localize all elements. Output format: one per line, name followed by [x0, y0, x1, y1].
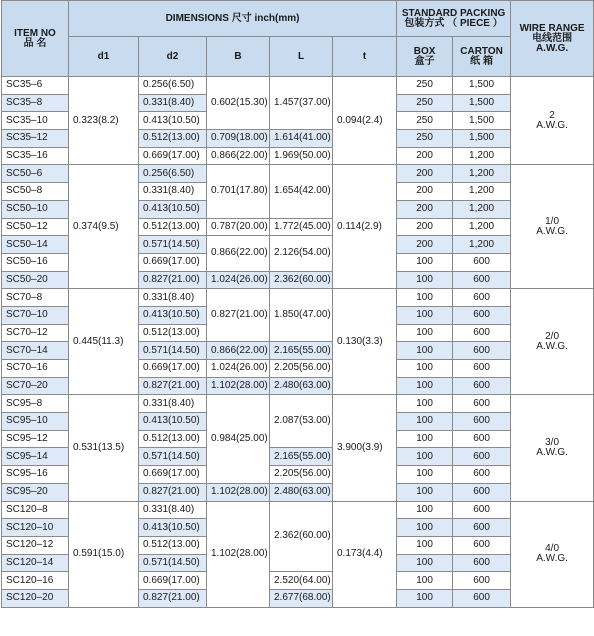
- wire-range-value: 1/0: [545, 215, 560, 227]
- item-cell: SC70–12: [2, 324, 69, 342]
- item-cell: SC50–8: [2, 183, 69, 201]
- d2-cell: 0.331(8.40): [139, 289, 207, 307]
- d1-cell: 0.591(15.0): [69, 501, 139, 607]
- header-dimensions: DIMENSIONS 尺寸 inch(mm): [69, 1, 397, 37]
- item-cell: SC35–12: [2, 130, 69, 148]
- b-cell: 0.866(22.00): [207, 236, 270, 271]
- wire-range-value: 4/0: [545, 543, 560, 555]
- d2-cell: 0.827(21.00): [139, 377, 207, 395]
- wire-range-cell: [511, 77, 594, 165]
- l-cell: 1.969(50.00): [270, 147, 333, 165]
- carton-cell: 600: [453, 360, 511, 378]
- header-packing-cn: 包装方式 （ PIECE ）: [404, 17, 503, 29]
- l-cell: 2.205(56.00): [270, 466, 333, 484]
- item-cell: SC120–16: [2, 572, 69, 590]
- d2-cell: 0.571(14.50): [139, 554, 207, 572]
- l-cell: 2.165(55.00): [270, 342, 333, 360]
- carton-cell: 600: [453, 306, 511, 324]
- box-cell: 250: [397, 77, 453, 95]
- l-cell: 1.850(47.00): [270, 289, 333, 342]
- wire-range-awg: A.W.G.: [536, 553, 568, 565]
- d2-cell: 0.256(6.50): [139, 165, 207, 183]
- header-wire-range-cn: 电线范围: [532, 32, 573, 44]
- item-cell: SC50–16: [2, 253, 69, 271]
- carton-cell: 1,500: [453, 112, 511, 130]
- header-carton: [453, 37, 511, 77]
- header-box: [397, 37, 453, 77]
- carton-cell: 600: [453, 342, 511, 360]
- carton-cell: 600: [453, 271, 511, 289]
- d2-cell: 0.331(8.40): [139, 183, 207, 201]
- wire-range-cell: [511, 289, 594, 395]
- carton-cell: 600: [453, 377, 511, 395]
- header-t: t: [333, 37, 397, 77]
- box-cell: 200: [397, 183, 453, 201]
- item-cell: SC35–8: [2, 94, 69, 112]
- d1-cell: 0.374(9.5): [69, 165, 139, 289]
- box-cell: 250: [397, 94, 453, 112]
- d2-cell: 0.512(13.00): [139, 430, 207, 448]
- header-carton-cn: 纸 箱: [470, 55, 493, 67]
- b-cell: 1.024(26.00): [207, 271, 270, 289]
- item-cell: SC95–20: [2, 483, 69, 501]
- d1-cell: 0.445(11.3): [69, 289, 139, 395]
- item-cell: SC50–6: [2, 165, 69, 183]
- header-d2: d2: [139, 37, 207, 77]
- carton-cell: 1,200: [453, 165, 511, 183]
- item-cell: SC70–10: [2, 306, 69, 324]
- l-cell: 2.520(64.00): [270, 572, 333, 590]
- d2-cell: 0.512(13.00): [139, 324, 207, 342]
- d2-cell: 0.331(8.40): [139, 395, 207, 413]
- item-cell: SC120–8: [2, 501, 69, 519]
- d2-cell: 0.571(14.50): [139, 342, 207, 360]
- carton-cell: 600: [453, 519, 511, 537]
- l-cell: 2.087(53.00): [270, 395, 333, 448]
- wire-range-cell: [511, 501, 594, 607]
- wire-range-awg: A.W.G.: [536, 340, 568, 352]
- item-cell: SC120–20: [2, 589, 69, 607]
- carton-cell: 600: [453, 430, 511, 448]
- b-cell: 0.866(22.00): [207, 147, 270, 165]
- box-cell: 250: [397, 112, 453, 130]
- table-row: [2, 77, 594, 95]
- spec-table: [1, 0, 594, 608]
- b-cell: 0.709(18.00): [207, 130, 270, 148]
- item-cell: SC95–8: [2, 395, 69, 413]
- b-cell: 0.787(20.00): [207, 218, 270, 236]
- d2-cell: 0.669(17.00): [139, 147, 207, 165]
- header-b: B: [207, 37, 270, 77]
- b-cell: 0.701(17.80): [207, 165, 270, 218]
- b-cell: 0.827(21.00): [207, 289, 270, 342]
- wire-range-awg: A.W.G.: [536, 446, 568, 458]
- carton-cell: 600: [453, 324, 511, 342]
- d2-cell: 0.571(14.50): [139, 236, 207, 254]
- l-cell: 1.614(41.00): [270, 130, 333, 148]
- d2-cell: 0.413(10.50): [139, 306, 207, 324]
- item-cell: SC70–8: [2, 289, 69, 307]
- carton-cell: 1,500: [453, 77, 511, 95]
- carton-cell: 600: [453, 483, 511, 501]
- box-cell: 100: [397, 430, 453, 448]
- l-cell: 2.480(63.00): [270, 377, 333, 395]
- d2-cell: 0.512(13.00): [139, 130, 207, 148]
- b-cell: 0.866(22.00): [207, 342, 270, 360]
- d2-cell: 0.256(6.50): [139, 77, 207, 95]
- header-l: L: [270, 37, 333, 77]
- header-packing: [397, 1, 511, 37]
- d2-cell: 0.571(14.50): [139, 448, 207, 466]
- item-cell: SC120–12: [2, 536, 69, 554]
- header-awg: A.W.G.: [535, 42, 569, 54]
- header-item-no: [2, 1, 69, 77]
- carton-cell: 600: [453, 413, 511, 431]
- box-cell: 100: [397, 360, 453, 378]
- d2-cell: 0.331(8.40): [139, 94, 207, 112]
- carton-cell: 1,200: [453, 200, 511, 218]
- item-cell: SC120–14: [2, 554, 69, 572]
- box-cell: 100: [397, 377, 453, 395]
- box-cell: 100: [397, 448, 453, 466]
- carton-cell: 1,500: [453, 130, 511, 148]
- b-cell: 1.102(28.00): [207, 501, 270, 607]
- wire-range-awg: A.W.G.: [536, 225, 568, 237]
- carton-cell: 600: [453, 395, 511, 413]
- box-cell: 250: [397, 130, 453, 148]
- b-cell: 1.024(26.00): [207, 360, 270, 378]
- d2-cell: 0.413(10.50): [139, 519, 207, 537]
- box-cell: 100: [397, 501, 453, 519]
- carton-cell: 600: [453, 253, 511, 271]
- carton-cell: 1,200: [453, 218, 511, 236]
- d2-cell: 0.827(21.00): [139, 271, 207, 289]
- box-cell: 200: [397, 147, 453, 165]
- item-cell: SC50–12: [2, 218, 69, 236]
- box-cell: 100: [397, 589, 453, 607]
- item-cell: SC95–12: [2, 430, 69, 448]
- box-cell: 100: [397, 572, 453, 590]
- header-carton-label: CARTON: [460, 45, 503, 57]
- item-cell: SC35–10: [2, 112, 69, 130]
- l-cell: 2.677(68.00): [270, 589, 333, 607]
- item-cell: SC35–6: [2, 77, 69, 95]
- box-cell: 100: [397, 466, 453, 484]
- header-box-cn: 盒子: [414, 55, 435, 67]
- wire-range-value: 2: [549, 109, 555, 121]
- wire-range-value: 3/0: [545, 436, 560, 448]
- table-row: [2, 165, 594, 183]
- item-cell: SC50–10: [2, 200, 69, 218]
- l-cell: 2.480(63.00): [270, 483, 333, 501]
- box-cell: 200: [397, 218, 453, 236]
- item-cell: SC35–16: [2, 147, 69, 165]
- carton-cell: 600: [453, 572, 511, 590]
- carton-cell: 600: [453, 536, 511, 554]
- l-cell: 1.457(37.00): [270, 77, 333, 130]
- wire-range-awg: A.W.G.: [536, 119, 568, 131]
- table-row: [2, 289, 594, 307]
- d2-cell: 0.669(17.00): [139, 360, 207, 378]
- item-cell: SC95–10: [2, 413, 69, 431]
- l-cell: 2.165(55.00): [270, 448, 333, 466]
- d2-cell: 0.827(21.00): [139, 483, 207, 501]
- item-cell: SC120–10: [2, 519, 69, 537]
- table-row: [2, 501, 594, 519]
- l-cell: 1.772(45.00): [270, 218, 333, 236]
- item-cell: SC70–14: [2, 342, 69, 360]
- d2-cell: 0.669(17.00): [139, 466, 207, 484]
- d2-cell: 0.413(10.50): [139, 200, 207, 218]
- l-cell: 1.654(42.00): [270, 165, 333, 218]
- header-wire-range-label: WIRE RANGE: [519, 22, 585, 34]
- carton-cell: 1,500: [453, 94, 511, 112]
- d2-cell: 0.413(10.50): [139, 112, 207, 130]
- box-cell: 200: [397, 236, 453, 254]
- carton-cell: 600: [453, 466, 511, 484]
- item-cell: SC50–20: [2, 271, 69, 289]
- item-cell: SC95–16: [2, 466, 69, 484]
- b-cell: 0.602(15.30): [207, 77, 270, 130]
- wire-range-cell: [511, 165, 594, 289]
- box-cell: 100: [397, 413, 453, 431]
- l-cell: 2.126(54.00): [270, 236, 333, 271]
- b-cell: 1.102(28.00): [207, 377, 270, 395]
- item-cell: SC70–16: [2, 360, 69, 378]
- t-cell: 0.094(2.4): [333, 77, 397, 165]
- wire-range-value: 2/0: [545, 330, 560, 342]
- table-row: [2, 395, 594, 413]
- d2-cell: 0.669(17.00): [139, 253, 207, 271]
- header-item-no-label: ITEM NO: [14, 27, 56, 39]
- d2-cell: 0.512(13.00): [139, 536, 207, 554]
- d2-cell: 0.512(13.00): [139, 218, 207, 236]
- t-cell: 3.900(3.9): [333, 395, 397, 501]
- b-cell: 1.102(28.00): [207, 483, 270, 501]
- item-cell: SC50–14: [2, 236, 69, 254]
- carton-cell: 600: [453, 289, 511, 307]
- header-box-label: BOX: [413, 45, 436, 57]
- box-cell: 100: [397, 395, 453, 413]
- box-cell: 200: [397, 200, 453, 218]
- box-cell: 100: [397, 342, 453, 360]
- box-cell: 100: [397, 253, 453, 271]
- box-cell: 100: [397, 271, 453, 289]
- t-cell: 0.173(4.4): [333, 501, 397, 607]
- header-d1: d1: [69, 37, 139, 77]
- box-cell: 200: [397, 165, 453, 183]
- item-cell: SC70–20: [2, 377, 69, 395]
- d2-cell: 0.827(21.00): [139, 589, 207, 607]
- box-cell: 100: [397, 324, 453, 342]
- d2-cell: 0.669(17.00): [139, 572, 207, 590]
- carton-cell: 1,200: [453, 147, 511, 165]
- item-cell: SC95–14: [2, 448, 69, 466]
- header-wire-range: [511, 1, 594, 77]
- carton-cell: 600: [453, 589, 511, 607]
- wire-range-cell: [511, 395, 594, 501]
- t-cell: 0.114(2.9): [333, 165, 397, 289]
- carton-cell: 600: [453, 448, 511, 466]
- header-packing-label: STANDARD PACKING: [401, 7, 506, 19]
- box-cell: 100: [397, 483, 453, 501]
- carton-cell: 600: [453, 554, 511, 572]
- box-cell: 100: [397, 554, 453, 572]
- l-cell: 2.362(60.00): [270, 501, 333, 572]
- header-item-no-cn: 品 名: [23, 37, 47, 49]
- carton-cell: 1,200: [453, 236, 511, 254]
- d1-cell: 0.323(8.2): [69, 77, 139, 165]
- box-cell: 100: [397, 536, 453, 554]
- box-cell: 100: [397, 289, 453, 307]
- b-cell: 0.984(25.00): [207, 395, 270, 483]
- box-cell: 100: [397, 306, 453, 324]
- carton-cell: 600: [453, 501, 511, 519]
- carton-cell: 1,200: [453, 183, 511, 201]
- box-cell: 100: [397, 519, 453, 537]
- d2-cell: 0.331(8.40): [139, 501, 207, 519]
- d2-cell: 0.413(10.50): [139, 413, 207, 431]
- t-cell: 0.130(3.3): [333, 289, 397, 395]
- l-cell: 2.362(60.00): [270, 271, 333, 289]
- d1-cell: 0.531(13.5): [69, 395, 139, 501]
- l-cell: 2.205(56.00): [270, 360, 333, 378]
